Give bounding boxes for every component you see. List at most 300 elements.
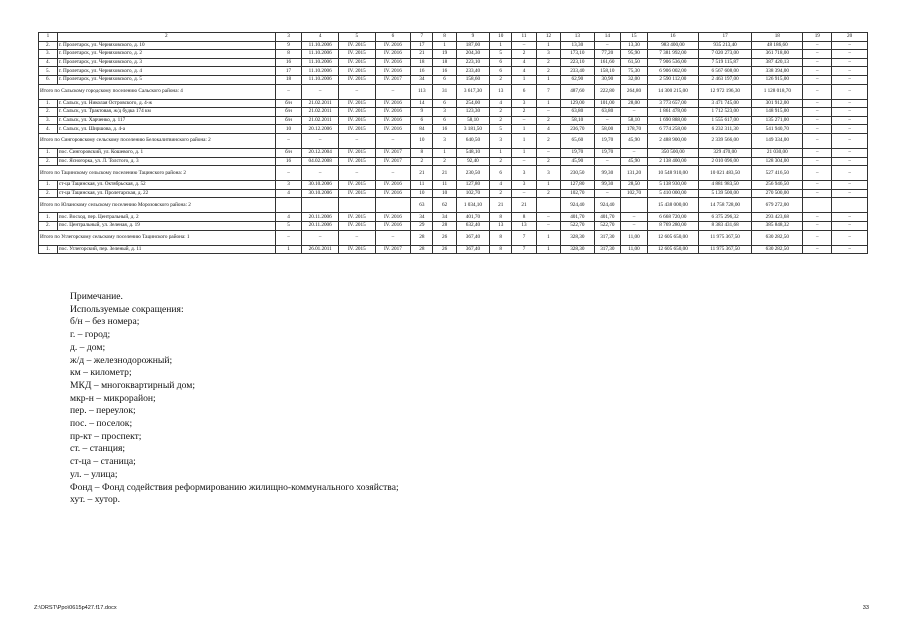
table-cell: – bbox=[832, 67, 868, 76]
table-cell: 230,50 bbox=[456, 166, 489, 181]
table-cell: 58,00 bbox=[594, 125, 621, 134]
abbreviation-line: ул. – улица; bbox=[70, 468, 118, 480]
table-cell: 2 138 400,00 bbox=[647, 157, 698, 166]
table-row bbox=[39, 116, 868, 125]
column-number: 12 bbox=[536, 33, 560, 42]
table-cell: – bbox=[832, 166, 868, 181]
table-cell: 4. bbox=[39, 125, 58, 134]
table-cell: 2 bbox=[536, 67, 560, 76]
table-cell: 18 bbox=[275, 75, 302, 84]
table-cell: 16 bbox=[433, 67, 456, 76]
table-cell: 10 548 910,00 bbox=[647, 166, 698, 181]
table-cell: 173,10 bbox=[561, 50, 594, 59]
table-cell: 95,90 bbox=[621, 50, 648, 59]
table-cell: 2 463 197,00 bbox=[698, 75, 751, 84]
table-cell: – bbox=[832, 84, 868, 99]
table-cell: 99,30 bbox=[594, 166, 621, 181]
table-cell: 3 bbox=[433, 108, 456, 117]
table-cell: 983 400,00 bbox=[647, 41, 698, 50]
table-cell: – bbox=[339, 166, 376, 181]
table-cell: 632,40 bbox=[456, 221, 489, 230]
table-cell: – bbox=[302, 133, 339, 148]
table-cell: – bbox=[275, 84, 302, 99]
table-cell: 127,80 bbox=[561, 181, 594, 190]
table-cell: IV. 2015 bbox=[339, 116, 376, 125]
table-cell: 1 bbox=[512, 133, 536, 148]
table-cell: 19,70 bbox=[594, 148, 621, 157]
table-cell: 1. bbox=[39, 213, 58, 222]
table-cell: 11 bbox=[433, 181, 456, 190]
table-cell: 21 bbox=[512, 198, 536, 213]
table-cell: 8 383 431,68 bbox=[698, 221, 751, 230]
column-number: 8 bbox=[433, 33, 456, 42]
table-cell: 1. bbox=[39, 245, 58, 254]
table-total-row bbox=[39, 198, 868, 213]
table-cell: 1 034,10 bbox=[456, 198, 489, 213]
table-cell: – bbox=[803, 50, 832, 59]
table-cell: 30.10.2006 bbox=[302, 189, 339, 198]
table-cell: 204,30 bbox=[456, 50, 489, 59]
table-cell: 5 bbox=[490, 50, 512, 59]
table-cell: IV. 2015 bbox=[339, 148, 376, 157]
table-cell: 62,90 bbox=[561, 75, 594, 84]
table-cell: – bbox=[803, 116, 832, 125]
table-cell: 1 bbox=[512, 75, 536, 84]
table-cell: 630 282,50 bbox=[752, 230, 803, 245]
table-cell: 329 470,00 bbox=[698, 148, 751, 157]
table-row bbox=[39, 221, 868, 230]
table-cell: 6 774 258,00 bbox=[647, 125, 698, 134]
table-cell: 328,30 bbox=[561, 245, 594, 254]
table-cell: IV. 2015 bbox=[339, 125, 376, 134]
table-cell: 135 271,00 bbox=[752, 116, 803, 125]
table-cell: – bbox=[803, 125, 832, 134]
table-cell: 6 bbox=[433, 116, 456, 125]
table-cell: 301 912,00 bbox=[752, 99, 803, 108]
table-row bbox=[39, 75, 868, 84]
table-cell: 1 128 018,70 bbox=[752, 84, 803, 99]
table-row bbox=[39, 50, 868, 59]
abbreviation-line: км – километр; bbox=[70, 367, 132, 379]
table-cell bbox=[275, 198, 302, 213]
table-cell: 45,90 bbox=[561, 157, 594, 166]
table-cell: 58,10 bbox=[561, 116, 594, 125]
table-cell: 6 bbox=[411, 116, 433, 125]
table-cell: 3. bbox=[39, 116, 58, 125]
table-cell: IV. 2016 bbox=[375, 58, 411, 67]
table-cell: – bbox=[832, 116, 868, 125]
abbreviation-line: д. – дом; bbox=[70, 341, 106, 353]
table-cell: 161,60 bbox=[594, 58, 621, 67]
table-cell: 293 423,68 bbox=[752, 213, 803, 222]
table-cell: 128 304,00 bbox=[752, 157, 803, 166]
table-cell: 131,20 bbox=[621, 166, 648, 181]
table-cell: 6 668 720,00 bbox=[647, 213, 698, 222]
table-cell: 3 bbox=[433, 133, 456, 148]
address-cell: пос. Центральный, ул. Зеленая, д. 19 bbox=[57, 221, 275, 230]
column-number: 10 bbox=[490, 33, 512, 42]
table-cell: 34 bbox=[411, 75, 433, 84]
table-cell: – bbox=[275, 230, 302, 245]
table-cell: – bbox=[803, 213, 832, 222]
table-cell: 126 915,00 bbox=[752, 75, 803, 84]
table-cell: 387 420,13 bbox=[752, 58, 803, 67]
table-cell: IV. 2015 bbox=[339, 245, 376, 254]
table-row bbox=[39, 148, 868, 157]
table-cell: 5 bbox=[275, 221, 302, 230]
table-cell: – bbox=[832, 245, 868, 254]
table-cell: 26 bbox=[433, 245, 456, 254]
table-cell bbox=[832, 198, 868, 213]
table-cell: – bbox=[832, 230, 868, 245]
abbreviation-line: ст. – станция; bbox=[70, 443, 126, 455]
table-cell: 21.02.2011 bbox=[302, 116, 339, 125]
table-cell: 3 bbox=[536, 166, 560, 181]
column-number: 18 bbox=[752, 33, 803, 42]
table-cell: IV. 2016 bbox=[375, 221, 411, 230]
table-cell: 20.12.2004 bbox=[302, 148, 339, 157]
table-cell: 9 bbox=[275, 41, 302, 50]
table-cell: 222,80 bbox=[594, 84, 621, 99]
column-number: 1 bbox=[39, 33, 58, 42]
table-cell: 8 bbox=[490, 213, 512, 222]
table-cell: – bbox=[302, 230, 339, 245]
table-cell: 1. bbox=[39, 181, 58, 190]
table-cell: 21 bbox=[490, 198, 512, 213]
table-cell: – bbox=[375, 230, 411, 245]
table-cell: – bbox=[803, 108, 832, 117]
table-cell: 21.02.2011 bbox=[302, 108, 339, 117]
table-cell: 1 bbox=[490, 148, 512, 157]
table-total-row bbox=[39, 84, 868, 99]
column-number: 9 bbox=[456, 33, 489, 42]
table-cell: 16 bbox=[275, 58, 302, 67]
table-cell: 2 bbox=[490, 157, 512, 166]
table-header-row bbox=[39, 33, 868, 42]
table-cell: 233,40 bbox=[561, 67, 594, 76]
table-cell: 2 bbox=[433, 157, 456, 166]
table-cell: 3 bbox=[512, 181, 536, 190]
table-cell: – bbox=[621, 108, 648, 117]
table-cell bbox=[536, 198, 560, 213]
table-cell: 6 bbox=[490, 67, 512, 76]
table-cell: – bbox=[803, 166, 832, 181]
table-cell: – bbox=[512, 189, 536, 198]
table-cell: 178,70 bbox=[621, 125, 648, 134]
footer-file-path: Z:\ORST\Ppo\0615p427.f17.docx bbox=[34, 605, 117, 611]
table-cell: – bbox=[832, 157, 868, 166]
table-cell: IV. 2017 bbox=[375, 245, 411, 254]
table-cell: 2 339 566,00 bbox=[698, 133, 751, 148]
table-cell: IV. 2015 bbox=[339, 189, 376, 198]
total-label: Итого по Юланскому сельскому поселению Морозовского района: 2 bbox=[39, 198, 276, 213]
table-cell: 640,50 bbox=[456, 133, 489, 148]
total-label: Итого по Углегорскому сельскому поселению Тацинского района: 1 bbox=[39, 230, 276, 245]
table-cell: 1 bbox=[512, 125, 536, 134]
address-cell: пос. Сингоровский, ул. Кошевого, д. 1 bbox=[57, 148, 275, 157]
table-cell: 4 bbox=[490, 99, 512, 108]
total-label: Итого по Сальскому городскому поселению Сальского района: 4 bbox=[39, 84, 276, 99]
table-cell: 58,10 bbox=[621, 116, 648, 125]
table-cell: – bbox=[832, 108, 868, 117]
table-cell: – bbox=[302, 166, 339, 181]
table-cell: IV. 2016 bbox=[375, 50, 411, 59]
table-cell: 522,70 bbox=[594, 221, 621, 230]
table-row bbox=[39, 41, 868, 50]
table-cell: 3 773 657,00 bbox=[647, 99, 698, 108]
total-label: Итого по Тацинскому сельскому поселению Тацинского района: 2 bbox=[39, 166, 276, 181]
table-cell: 29 bbox=[411, 221, 433, 230]
table-row bbox=[39, 99, 868, 108]
table-cell: 328,30 bbox=[561, 230, 594, 245]
table-cell: 10 bbox=[275, 125, 302, 134]
table-cell: 18 bbox=[411, 58, 433, 67]
table-cell: 401,70 bbox=[594, 213, 621, 222]
table-cell: б/н bbox=[275, 116, 302, 125]
table-cell: 487,60 bbox=[561, 84, 594, 99]
table-cell: 13 bbox=[490, 84, 512, 99]
table-cell: IV. 2016 bbox=[375, 181, 411, 190]
table-cell: IV. 2017 bbox=[375, 75, 411, 84]
table-cell: б/н bbox=[275, 148, 302, 157]
table-cell: – bbox=[594, 41, 621, 50]
table-cell: – bbox=[536, 148, 560, 157]
abbreviation-line: Фонд – Фонд содействия реформированию жилищно-коммунального хозяйства; bbox=[70, 481, 399, 493]
column-number: 19 bbox=[803, 33, 832, 42]
table-cell: 1 bbox=[536, 181, 560, 190]
column-number: 13 bbox=[561, 33, 594, 42]
table-cell: – bbox=[621, 213, 648, 222]
table-cell: 11.10.2006 bbox=[302, 41, 339, 50]
table-cell: 92,40 bbox=[456, 157, 489, 166]
address-cell: г. Пролетарск, ул. Черняховского, д. 10 bbox=[57, 41, 275, 50]
table-cell: 10 bbox=[411, 189, 433, 198]
table-cell: IV. 2016 bbox=[375, 41, 411, 50]
table-cell: 63,80 bbox=[594, 108, 621, 117]
table-cell: 102,70 bbox=[561, 189, 594, 198]
table-cell: IV. 2015 bbox=[339, 75, 376, 84]
table-cell: 16 bbox=[411, 67, 433, 76]
table-row bbox=[39, 189, 868, 198]
table-cell: 338 394,00 bbox=[752, 67, 803, 76]
table-cell: 187,00 bbox=[456, 41, 489, 50]
abbreviation-line: б/н – без номера; bbox=[70, 316, 140, 328]
table-cell: – bbox=[832, 181, 868, 190]
table-cell: 7 519 115,87 bbox=[698, 58, 751, 67]
table-cell: – bbox=[832, 221, 868, 230]
table-cell: 361 718,00 bbox=[752, 50, 803, 59]
table-cell: 1 555 617,00 bbox=[698, 116, 751, 125]
table-cell: 04.02.2008 bbox=[302, 157, 339, 166]
table-cell: 2 bbox=[536, 189, 560, 198]
table-cell: 11.10.2006 bbox=[302, 58, 339, 67]
table-cell: 10 bbox=[411, 133, 433, 148]
table-total-row bbox=[39, 230, 868, 245]
table-cell: 1 712 523,00 bbox=[698, 108, 751, 117]
table-cell: 8 bbox=[411, 148, 433, 157]
table-cell: – bbox=[339, 84, 376, 99]
table-cell: 2 bbox=[512, 50, 536, 59]
table-cell: 34 bbox=[433, 213, 456, 222]
table-cell: 2 bbox=[490, 189, 512, 198]
table-cell: 30,90 bbox=[594, 75, 621, 84]
table-cell: 7 bbox=[536, 84, 560, 99]
table-cell: 102,70 bbox=[456, 189, 489, 198]
table-cell: – bbox=[339, 133, 376, 148]
table-cell: – bbox=[375, 133, 411, 148]
table-cell: 14 758 728,00 bbox=[698, 198, 751, 213]
table-cell: 9 bbox=[411, 108, 433, 117]
table-cell: 16 bbox=[433, 125, 456, 134]
table-cell: 541 940,70 bbox=[752, 125, 803, 134]
table-cell: – bbox=[803, 84, 832, 99]
table-cell: – bbox=[832, 133, 868, 148]
table-cell: – bbox=[302, 84, 339, 99]
abbreviation-line: ж/д – железнодорожный; bbox=[70, 354, 173, 366]
table-cell: 522,70 bbox=[561, 221, 594, 230]
table-cell: 2 010 096,00 bbox=[698, 157, 751, 166]
table-cell: 4 bbox=[275, 189, 302, 198]
table-cell: 12 605 650,00 bbox=[647, 230, 698, 245]
column-number: 7 bbox=[411, 33, 433, 42]
table-cell: IV. 2016 bbox=[375, 125, 411, 134]
column-number: 16 bbox=[647, 33, 698, 42]
table-cell: – bbox=[594, 189, 621, 198]
table-cell: 236,70 bbox=[561, 125, 594, 134]
table-cell bbox=[302, 198, 339, 213]
address-cell: г. Сальск, ул. Харченко, д. 117 bbox=[57, 116, 275, 125]
table-cell: 6 232 311,30 bbox=[698, 125, 751, 134]
address-cell: ст-ца Тацинская, ул. Октябрьская, д. 52 bbox=[57, 181, 275, 190]
table-cell: 129,00 bbox=[561, 99, 594, 108]
table-cell: 3 bbox=[275, 181, 302, 190]
table-cell: 12 605 650,00 bbox=[647, 245, 698, 254]
table-cell: 256 946,50 bbox=[752, 181, 803, 190]
table-cell: 4 bbox=[275, 213, 302, 222]
table-cell: 2 bbox=[536, 116, 560, 125]
table-cell: – bbox=[803, 75, 832, 84]
table-cell: 2 488 900,00 bbox=[647, 133, 698, 148]
table-cell: 8 bbox=[275, 50, 302, 59]
table-cell: 21 bbox=[411, 166, 433, 181]
table-cell: 4 881 983,50 bbox=[698, 181, 751, 190]
table-cell: 3 617,30 bbox=[456, 84, 489, 99]
table-cell: 28 bbox=[411, 245, 433, 254]
table-cell: 21 bbox=[411, 50, 433, 59]
table-cell: 6 567 608,00 bbox=[698, 67, 751, 76]
table-cell: 28,00 bbox=[621, 99, 648, 108]
table-cell: 77,20 bbox=[594, 50, 621, 59]
table-cell: – bbox=[832, 148, 868, 157]
table-cell: 17 bbox=[411, 41, 433, 50]
table-cell: 254,00 bbox=[456, 99, 489, 108]
table-cell: – bbox=[803, 245, 832, 254]
table-cell: 30.10.2006 bbox=[302, 181, 339, 190]
table-cell: – bbox=[512, 116, 536, 125]
table-cell: IV. 2017 bbox=[375, 157, 411, 166]
table-cell: – bbox=[803, 181, 832, 190]
address-cell: г. Сальск, ул. Ширшова, д. 4-а bbox=[57, 125, 275, 134]
table-cell: 2 bbox=[490, 75, 512, 84]
table-cell: 935 213,40 bbox=[698, 41, 751, 50]
table-cell: б/н bbox=[275, 99, 302, 108]
table-cell: 2 bbox=[512, 108, 536, 117]
table-cell: IV. 2015 bbox=[339, 213, 376, 222]
table-cell: 8 bbox=[490, 230, 512, 245]
table-cell: 11 975 367,50 bbox=[698, 245, 751, 254]
address-cell: г. Пролетарск, ул. Черняховского, д. 2 bbox=[57, 50, 275, 59]
table-cell: 4 bbox=[512, 58, 536, 67]
column-number: 17 bbox=[698, 33, 751, 42]
column-number: 4 bbox=[302, 33, 339, 42]
housing-table bbox=[38, 32, 868, 254]
column-number: 20 bbox=[832, 33, 868, 42]
table-cell: 3 471 745,00 bbox=[698, 99, 751, 108]
table-cell: IV. 2015 bbox=[339, 41, 376, 50]
table-cell: – bbox=[339, 230, 376, 245]
table-cell: IV. 2016 bbox=[375, 67, 411, 76]
table-cell: IV. 2016 bbox=[375, 116, 411, 125]
table-cell: 84 bbox=[411, 125, 433, 134]
table-cell: 62 bbox=[433, 198, 456, 213]
table-cell: 1. bbox=[39, 148, 58, 157]
table-cell: 3 bbox=[490, 133, 512, 148]
table-cell: 2 bbox=[536, 157, 560, 166]
table-cell: 1. bbox=[39, 99, 58, 108]
table-cell: – bbox=[803, 157, 832, 166]
table-cell: 1 bbox=[536, 99, 560, 108]
table-cell: 11 975 367,50 bbox=[698, 230, 751, 245]
table-cell: 19,70 bbox=[594, 133, 621, 148]
abbreviation-line: ст-ца – станица; bbox=[70, 456, 136, 468]
table-cell: 2. bbox=[39, 108, 58, 117]
table-cell: – bbox=[803, 41, 832, 50]
table-cell: 75,30 bbox=[621, 67, 648, 76]
table-cell: – bbox=[621, 221, 648, 230]
table-cell: 8 bbox=[490, 245, 512, 254]
table-cell: IV. 2017 bbox=[375, 148, 411, 157]
table-cell: 5. bbox=[39, 67, 58, 76]
table-cell: – bbox=[832, 99, 868, 108]
table-cell: 924,40 bbox=[561, 198, 594, 213]
table-cell: 1 bbox=[433, 148, 456, 157]
table-cell: 13 bbox=[512, 221, 536, 230]
table-cell: 2 bbox=[536, 133, 560, 148]
table-cell: 45,90 bbox=[621, 133, 648, 148]
table-cell: – bbox=[594, 157, 621, 166]
table-cell: 32,00 bbox=[621, 75, 648, 84]
table-total-row bbox=[39, 166, 868, 181]
column-number: 3 bbox=[275, 33, 302, 42]
table-cell: 2. bbox=[39, 189, 58, 198]
table-cell: 15 438 000,00 bbox=[647, 198, 698, 213]
table-cell: 350 500,00 bbox=[647, 148, 698, 157]
table-cell: 21.02.2011 bbox=[302, 99, 339, 108]
table-cell: 6 bbox=[490, 58, 512, 67]
table-cell: – bbox=[536, 221, 560, 230]
table-cell: 233,40 bbox=[456, 67, 489, 76]
table-cell: 5 139 500,00 bbox=[698, 189, 751, 198]
column-number: 5 bbox=[339, 33, 376, 42]
table-cell: 158,10 bbox=[594, 67, 621, 76]
abbreviation-line: пер. – переулок; bbox=[70, 405, 136, 417]
table-total-row bbox=[39, 133, 868, 148]
address-cell: г. Пролетарск, ул. Черняховского, д. 3 bbox=[57, 58, 275, 67]
table-row bbox=[39, 67, 868, 76]
table-cell: 12 972 196,30 bbox=[698, 84, 751, 99]
table-cell: IV. 2015 bbox=[339, 58, 376, 67]
table-cell: 527 416,50 bbox=[752, 166, 803, 181]
